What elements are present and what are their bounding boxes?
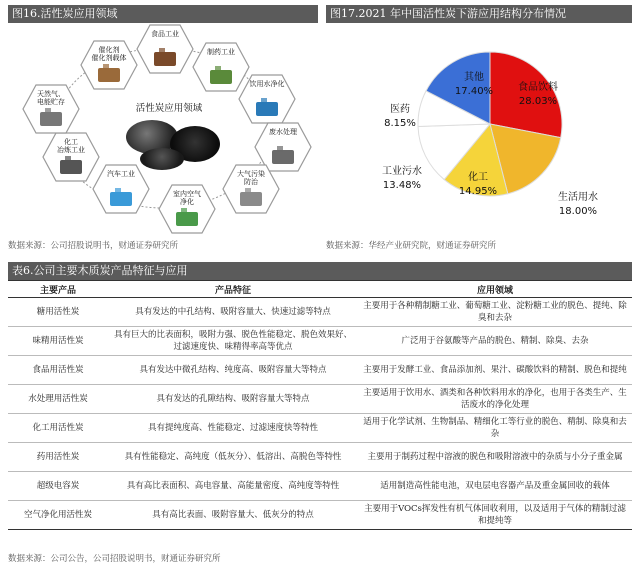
hex-label: 汽车工业 — [107, 170, 135, 178]
hex-item — [238, 74, 296, 124]
row-features: 具有发达的中孔结构、吸附容量大、快速过滤等特点 — [108, 298, 358, 327]
row-features: 具有性能稳定、高纯度（低灰分）、低溶出、高脱色等特性 — [108, 443, 358, 472]
pie-slice-value: 13.48% — [382, 180, 422, 191]
table-row — [8, 385, 632, 414]
food-industry-icon — [150, 46, 180, 68]
table-row — [8, 298, 632, 327]
pie-slice-label: 生活用水 — [558, 192, 598, 203]
hex-label: 化工 冶炼工业 — [57, 138, 85, 154]
table-row — [8, 501, 632, 530]
hex-label: 室内空气 净化 — [173, 190, 201, 206]
hex-item — [42, 132, 100, 182]
row-applications: 主要用于发酵工业、食品添加剂、果汁、碳酸饮料的精制、脱色和提纯 — [358, 356, 632, 385]
hex-label: 饮用水净化 — [249, 80, 285, 88]
product-table — [8, 280, 632, 530]
diagram-center-label: 活性炭应用领域 — [135, 103, 203, 114]
header-applications: 应用领域 — [358, 281, 632, 298]
row-features: 具有发达中微孔结构、纯度高、吸附容量大等特点 — [108, 356, 358, 385]
fig16-title: 图16.活性炭应用领域 — [8, 5, 318, 23]
gas-storage-icon — [36, 106, 66, 128]
table-row — [8, 443, 632, 472]
table-row — [8, 472, 632, 501]
row-product: 糖用活性炭 — [8, 298, 108, 327]
row-features: 具有发达的孔隙结构、吸附容量大等特点 — [108, 385, 358, 414]
pie-slice-label: 其他 — [464, 72, 484, 83]
row-product: 化工用活性炭 — [8, 414, 108, 443]
pie-slice-value: 17.40% — [454, 86, 494, 97]
hex-item — [92, 164, 150, 214]
wastewater-icon — [268, 144, 298, 166]
hex-item — [136, 24, 194, 74]
water-purification-icon — [252, 96, 282, 118]
row-applications: 广泛用于谷氨酸等产品的脱色、精制、除臭、去杂 — [358, 327, 632, 356]
hex-label: 食品工业 — [151, 30, 179, 38]
hex-label: 废水处理 — [269, 128, 297, 136]
hex-item — [158, 184, 216, 234]
fig17-title: 图17.2021 年中国活性炭下游应用结构分布情况 — [326, 5, 632, 23]
fig17-source: 数据来源：华经产业研究院，财通证券研究所 — [326, 241, 497, 251]
row-product: 空气净化用活性炭 — [8, 501, 108, 530]
pie-slice-value: 18.00% — [558, 206, 598, 217]
row-features: 具有高比表面积、高电容量、高能量密度、高纯度等特性 — [108, 472, 358, 501]
pie-slice-label: 医药 — [390, 104, 410, 115]
row-applications: 主要适用于饮用水、酒类和各种饮料用水的净化，也用于各类生产、生活废水的净化处理 — [358, 385, 632, 414]
product-table-wrap — [8, 280, 632, 530]
hex-item — [22, 84, 80, 134]
row-product: 超级电容炭 — [8, 472, 108, 501]
car-icon — [106, 186, 136, 208]
row-product: 水处理用活性炭 — [8, 385, 108, 414]
hex-label: 催化剂 催化剂载体 — [91, 46, 127, 62]
hex-label: 天然气、 电能贮存 — [37, 90, 65, 106]
chemical-plant-icon — [56, 154, 86, 176]
pie-slice-label: 工业污水 — [382, 166, 422, 177]
pie-slice-label: 化工 — [468, 172, 488, 183]
activated-carbon-applications-diagram — [8, 24, 318, 234]
table6-source: 数据来源：公司公告，公司招股说明书，财通证券研究所 — [8, 554, 221, 564]
fig16-source: 数据来源：公司招股说明书，财通证券研究所 — [8, 241, 179, 251]
downstream-application-pie-chart — [326, 24, 632, 234]
row-applications: 适用制造高性能电池，双电层电容器产品及重金属回收的载体 — [358, 472, 632, 501]
row-features: 具有提纯度高、性能稳定、过滤速度快等特性 — [108, 414, 358, 443]
table-row — [8, 356, 632, 385]
pie-slice-value: 28.03% — [518, 96, 558, 107]
header-features: 产品特征 — [108, 281, 358, 298]
row-features: 具有巨大的比表面积，吸附力强、脱色性能稳定、脱色效果好、过滤速度快、味精得率高等优点 — [108, 327, 358, 356]
pie-slice-label: 食品饮料 — [518, 82, 558, 93]
air-pollution-icon — [236, 186, 266, 208]
row-product: 食品用活性炭 — [8, 356, 108, 385]
table-row — [8, 327, 632, 356]
hex-item — [222, 164, 280, 214]
row-applications: 主要用于各种精制糖工业、葡萄糖工业、淀粉糖工业的脱色、提纯、除臭和去杂 — [358, 298, 632, 327]
row-product: 味精用活性炭 — [8, 327, 108, 356]
hex-item — [80, 40, 138, 90]
pie-slice — [490, 52, 562, 138]
pie-svg — [326, 24, 632, 234]
indoor-air-icon — [172, 206, 202, 228]
row-applications: 主要用于制药过程中溶液的脱色和吸附溶液中的杂质与小分子重金属 — [358, 443, 632, 472]
pie-slice-value: 14.95% — [458, 186, 498, 197]
catalyst-icon — [94, 62, 124, 84]
table-header-row — [8, 281, 632, 298]
table6-title: 表6.公司主要木质炭产品特征与应用 — [8, 262, 632, 280]
hex-label: 制药工业 — [207, 48, 235, 56]
row-applications: 主要用于VOCs挥发性有机气体回收利用，以及适用于气体的精制过滤和提纯等 — [358, 501, 632, 530]
hex-label: 大气污染 防治 — [237, 170, 265, 186]
header-product: 主要产品 — [8, 281, 108, 298]
table-row — [8, 414, 632, 443]
pharma-icon — [206, 64, 236, 86]
pie-slice-value: 8.15% — [384, 118, 416, 129]
row-applications: 适用于化学试剂、生物制品、精细化工等行业的脱色、精制、除臭和去杂 — [358, 414, 632, 443]
row-features: 具有高比表面、吸附容量大、低灰分的特点 — [108, 501, 358, 530]
row-product: 药用活性炭 — [8, 443, 108, 472]
